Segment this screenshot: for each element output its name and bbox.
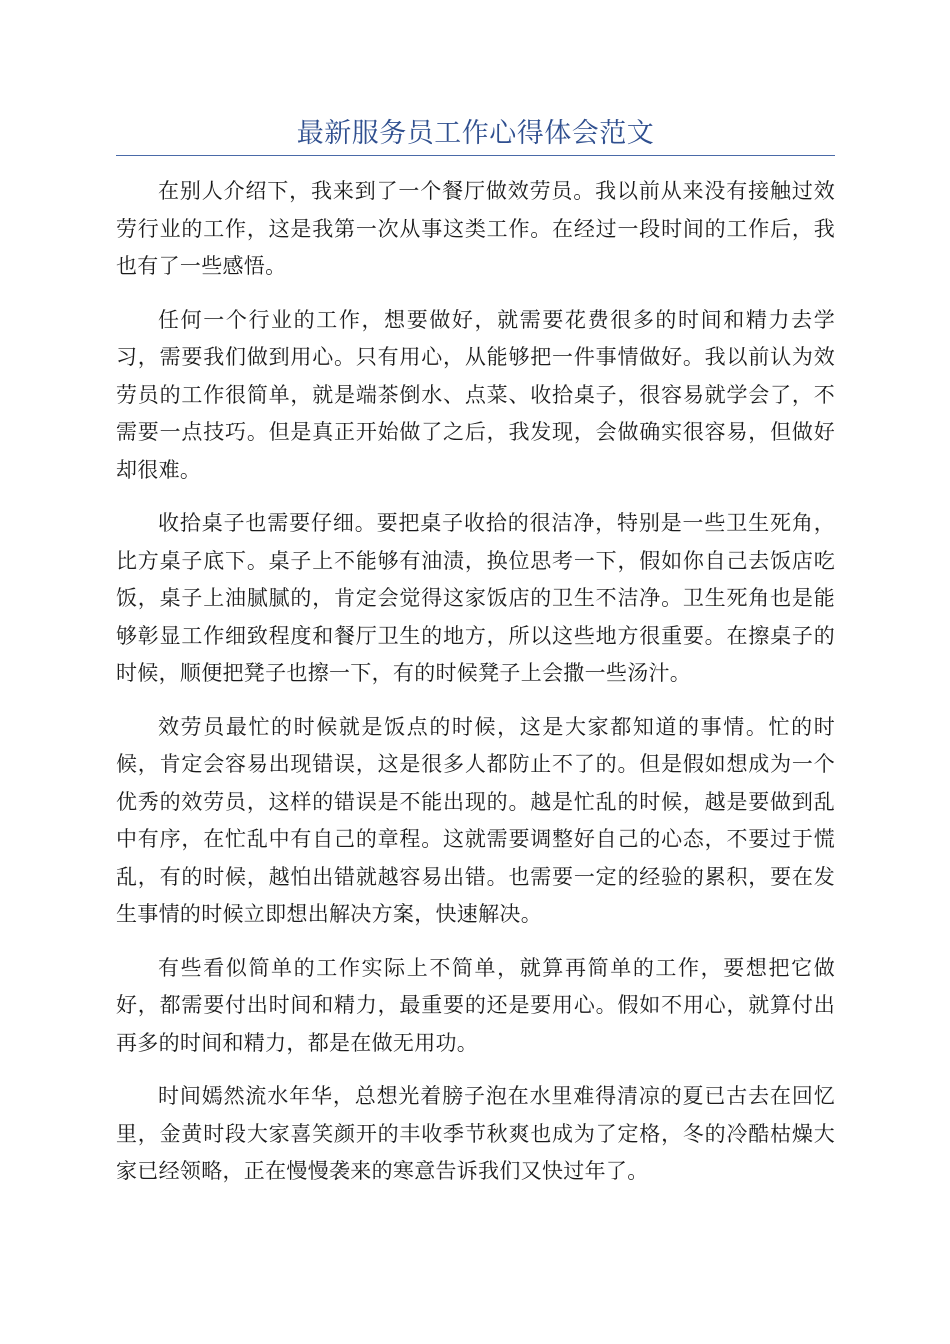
paragraph-1: 在别人介绍下，我来到了一个餐厅做效劳员。我以前从来没有接触过效劳行业的工作，这是我第一次从事这类工作。在经过一段时间的工作后，我也有了一些感悟。 (116, 179, 835, 278)
title-block (116, 116, 835, 156)
page-title: 最新服务员工作心得体会范文 (296, 118, 655, 149)
paragraph-2: 任何一个行业的工作，想要做好，就需要花费很多的时间和精力去学习，需要我们做到用心。只有用心，从能够把一件事情做好。我以前认为效劳员的工作很简单，就是端茶倒水、点菜、收拾桌子，很容易就学会了，不需要一点技巧。但是真正开始做了之后，我发现，会做确实很容易，但做好却很难。 (116, 307, 835, 482)
paragraph-6: 时间嫣然流水年华，总想光着膀子泡在水里难得清凉的夏已古去在回忆里，金黄时段大家喜笑颜开的丰收季节秋爽也成为了定格，冬的冷酷枯燥大家已经领略，正在慢慢袭来的寒意告诉我们又快过年了。 (116, 1084, 835, 1183)
document-body (116, 173, 835, 1207)
paragraph-3: 收拾桌子也需要仔细。要把桌子收拾的很洁净，特别是一些卫生死角，比方桌子底下。桌子上不能够有油渍，换位思考一下，假如你自己去饭店吃饭，桌子上油腻腻的，肯定会觉得这家饭店的卫生不洁净。卫生死角也是能够彰显工作细致程度和餐厅卫生的地方，所以这些地方很重要。在擦桌子的时候，顺便把凳子也擦一下，有的时候凳子上会撒一些汤汁。 (116, 511, 835, 685)
paragraph-5: 有些看似简单的工作实际上不简单，就算再简单的工作，要想把它做好，都需要付出时间和精力，最重要的还是要用心。假如不用心，就算付出再多的时间和精力，都是在做无用功。 (116, 955, 835, 1055)
title-underline (116, 155, 835, 156)
paragraph-4: 效劳员最忙的时候就是饭点的时候，这是大家都知道的事情。忙的时候，肯定会容易出现错误，这是很多人都防止不了的。但是假如想成为一个优秀的效劳员，这样的错误是不能出现的。越是忙乱的时候，越是要做到乱中有序，在忙乱中有自己的章程。这就需要调整好自己的心态，不要过于慌乱，有的时候，越怕出错就越容易出错。也需要一定的经验的累积，要在发生事情的时候立即想出解决方案，快速解决。 (116, 714, 835, 926)
